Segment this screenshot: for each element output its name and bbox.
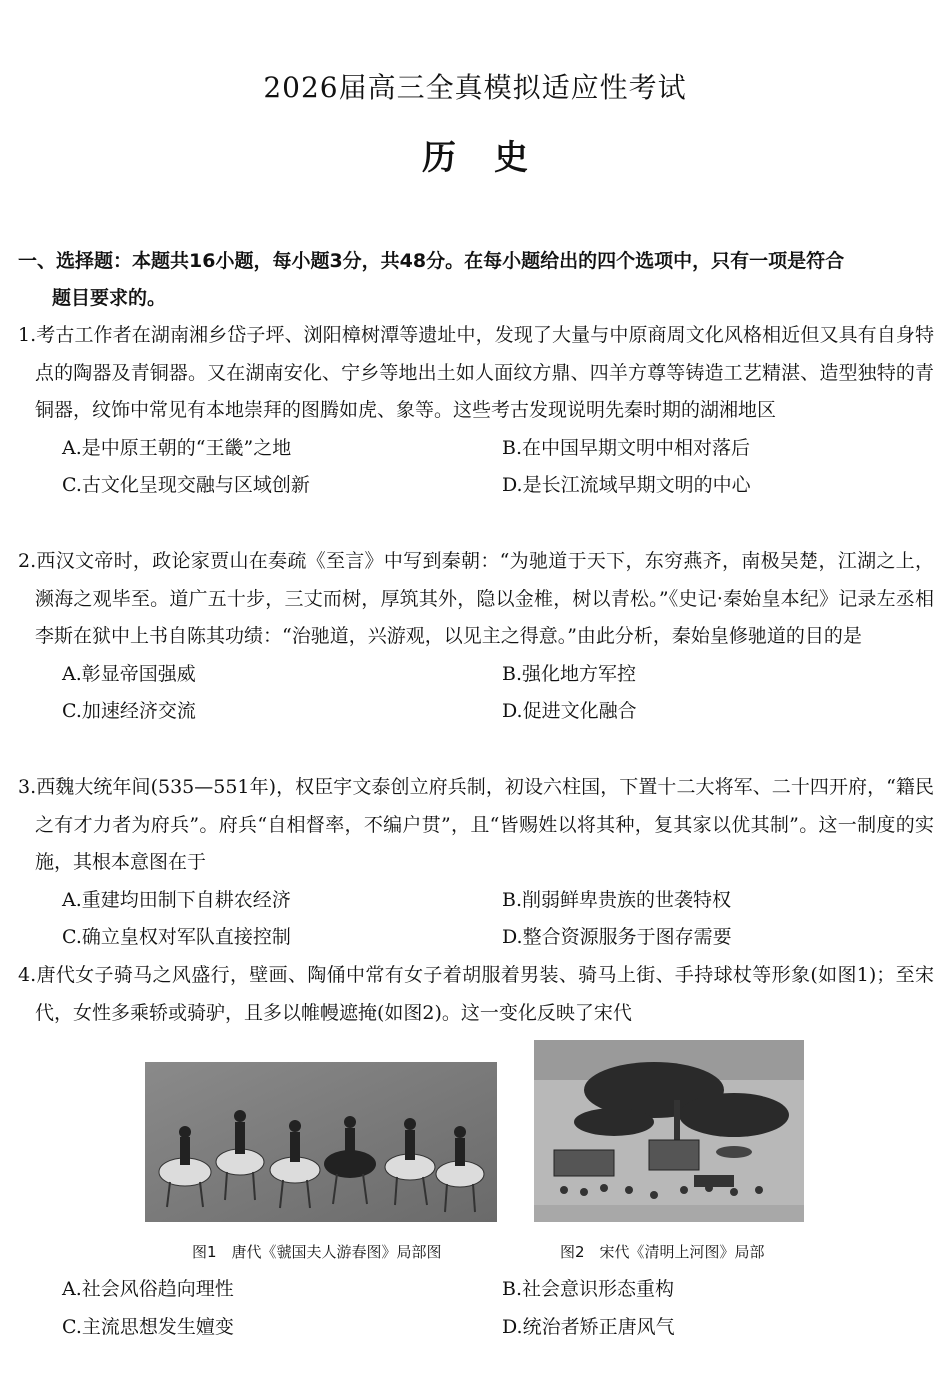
option-b: B.削弱鲜卑贵族的世袭特权: [502, 888, 732, 911]
option-b: B.在中国早期文明中相对落后: [502, 436, 751, 459]
exam-title: 2026届高三全真模拟适应性考试: [263, 71, 687, 104]
option-d: D.促进文化融合: [502, 700, 637, 722]
question-4: [18, 957, 934, 1032]
tang-painting-horse-riders-icon: [145, 1062, 497, 1222]
figure-2: [534, 1040, 804, 1222]
option-c: C.古文化呈现交融与区域创新: [62, 474, 310, 496]
options: [18, 430, 934, 505]
question-stem: 1.考古工作者在湖南湘乡岱子坪、浏阳樟树潭等遗址中，发现了大量与中原商周文化风格相近但又具有自身特点的陶器及青铜器。又在湖南安化、宁乡等地出土如人面纹方鼎、四羊方尊等铸造工艺精湛、造型独特的青铜器，纹饰中常见有本地崇拜的图腾如虎、象等。这些考古发现说明先秦时期的湖湘地区: [18, 324, 934, 421]
figure-1: [145, 1062, 497, 1222]
figure-2-caption: 图2 宋代《清明上河图》局部: [560, 1243, 765, 1261]
option-c: C.确立皇权对军队直接控制: [62, 926, 291, 948]
option-d: D.是长江流域早期文明的中心: [502, 474, 751, 496]
option-c: C.主流思想发生嬗变: [62, 1315, 234, 1338]
options: [18, 882, 934, 957]
question-4-options: [18, 1271, 934, 1346]
song-painting-riverside-scene-icon: [534, 1040, 804, 1222]
option-a: A.社会风俗趋向理性: [62, 1278, 234, 1300]
option-a: A.是中原王朝的“王畿”之地: [62, 436, 292, 459]
question-stem: 2.西汉文帝时，政论家贾山在奏疏《至言》中写到秦朝：“为驰道于天下，东穷燕齐，南极吴楚，江湖之上，濒海之观毕至。道广五十步，三丈而树，厚筑其外，隐以金椎，树以青松。”《史记·秦始皇本纪》记录左丞相李斯在狱中上书自陈其功绩：“治驰道，兴游观，以见主之得意。”由此分析，秦始皇修驰道的目的是: [18, 550, 934, 647]
figure-1-caption: 图1 唐代《虢国夫人游春图》局部图: [192, 1243, 442, 1261]
option-b: B.强化地方军控: [502, 662, 637, 685]
section-heading: [18, 243, 934, 317]
option-b: B.社会意识形态重构: [502, 1278, 675, 1300]
options: [18, 1271, 934, 1346]
options: [18, 656, 934, 731]
question-stem: 4.唐代女子骑马之风盛行，壁画、陶俑中常有女子着胡服着男装、骑马上街、手持球杖等形象(如图1)；至宋代，女性多乘轿或骑驴，且多以帷幔遮掩(如图2)。这一变化反映了宋代: [18, 964, 934, 1024]
section-heading-line1: 一、选择题：本题共16小题，每小题3分，共48分。在每小题给出的四个选项中，只有一项是符合: [18, 250, 845, 272]
question-3: [18, 769, 934, 957]
option-a: A.重建均田制下自耕农经济: [62, 888, 291, 911]
option-a: A.彰显帝国强威: [62, 662, 196, 685]
question-1: [18, 317, 934, 505]
figures: [0, 1040, 950, 1270]
option-c: C.加速经济交流: [62, 700, 196, 722]
section-heading-line2: 题目要求的。: [52, 287, 167, 309]
option-d: D.统治者矫正唐风气: [502, 1315, 675, 1338]
subject-title: 历史: [422, 138, 566, 178]
question-stem: 3.西魏大统年间(535—551年)，权臣宇文泰创立府兵制，初设六柱国，下置十二大将军、二十四开府，“籍民之有才力者为府兵”。府兵“自相督率，不编户贯”，且“皆赐姓以将其种，复其家以优其制”。这一制度的实施，其根本意图在于: [18, 776, 934, 873]
option-d: D.整合资源服务于图存需要: [502, 926, 732, 948]
question-2: [18, 543, 934, 731]
